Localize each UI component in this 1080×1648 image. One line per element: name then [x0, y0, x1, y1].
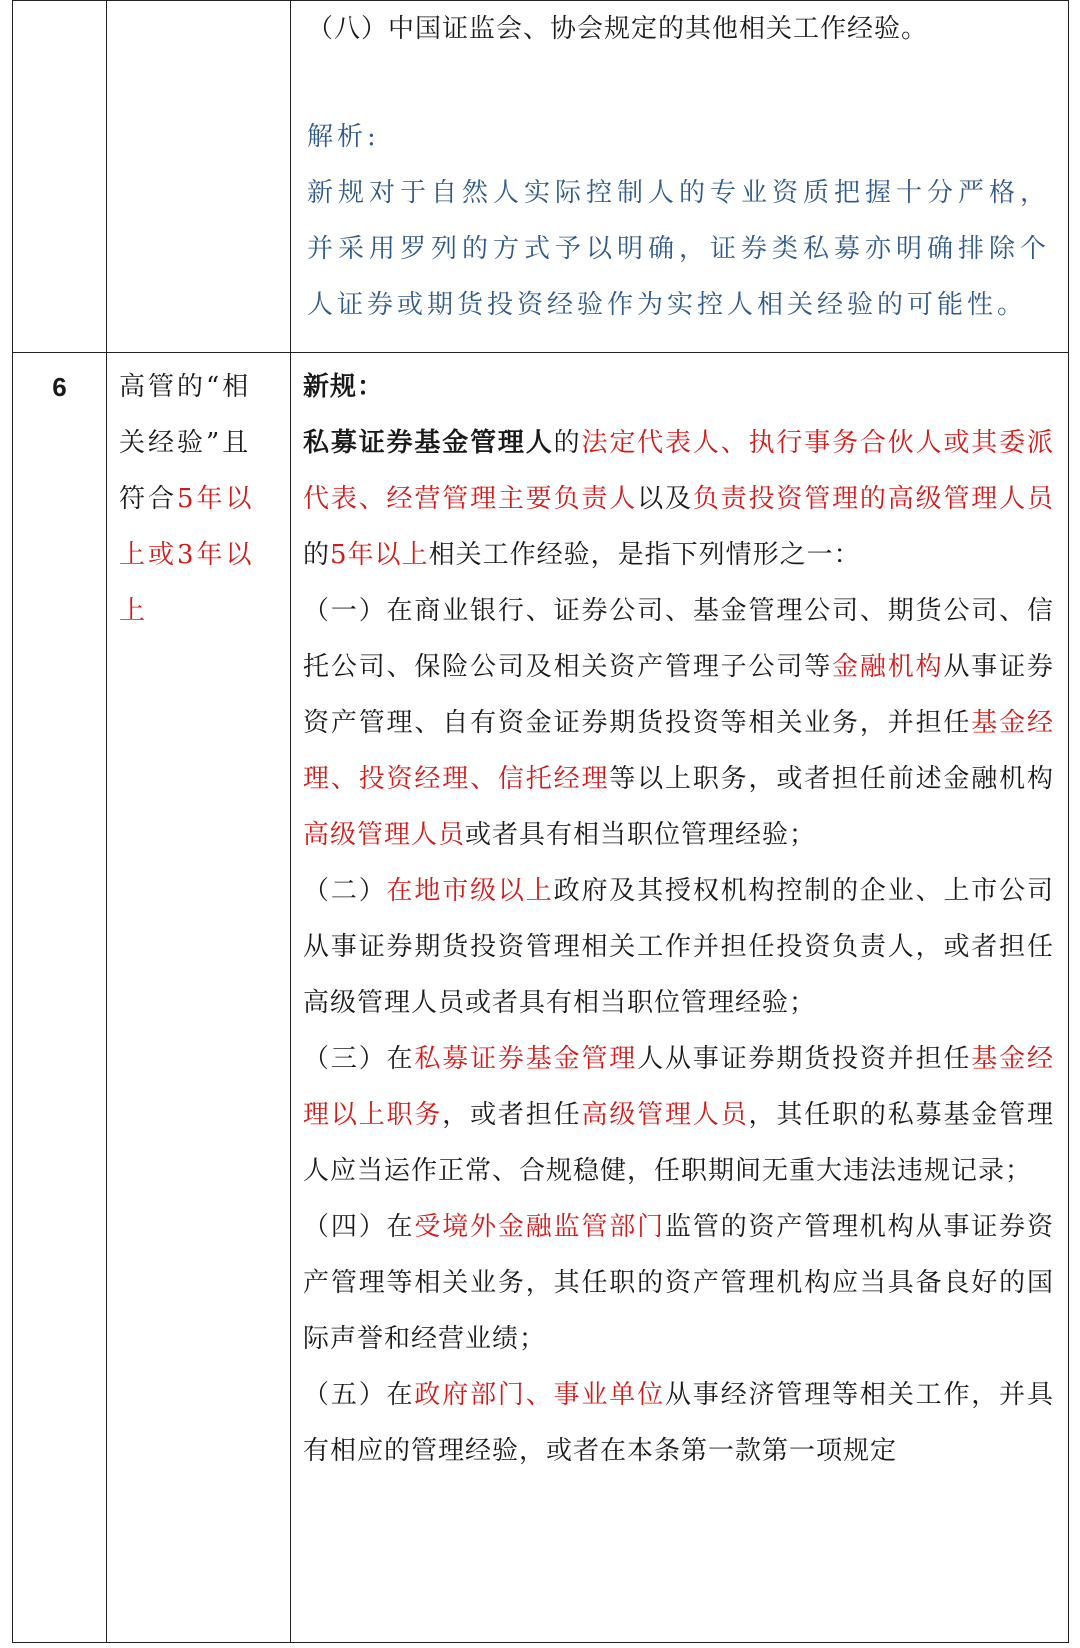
- item3-f: 高级管理人员: [581, 1100, 749, 1130]
- item-eight-text: （八）中国证监会、协会规定的其他相关工作经验。: [307, 14, 929, 44]
- item3-g: ，其任职的私募基金管理人应当运作正常、合规稳健，任职期间无重大违法违规记录；: [303, 1100, 1054, 1186]
- row-title-highlight: 5年以上或3年以上: [119, 484, 255, 626]
- item1-a: （一）在商业银行、证券公司、基金管理公司、期货公司、信托公司、保险公司及相关资产管理子公司等: [303, 596, 1054, 682]
- item1-c: 从事证券资产管理、自有资金证券期货投资等相关业务，并担任: [303, 652, 1054, 738]
- item3-c: 人从事证券期货投资并担任: [637, 1044, 972, 1074]
- item-one-paragraph: [303, 583, 1054, 863]
- item-three-paragraph: [303, 1031, 1054, 1199]
- title-cell: [107, 353, 291, 1643]
- intro-s5: 负责投资管理的高级管理人员: [692, 484, 1054, 514]
- table-row: [13, 1, 1069, 353]
- number-cell: [13, 1, 107, 353]
- intro-s2: 的: [553, 428, 582, 458]
- intro-s8: 相关工作经验，是指下列情形之一：: [428, 540, 861, 570]
- new-rule-label: 新规：: [303, 372, 385, 402]
- intro-s3: 法定代表人、执行事务合伙人或其委派代表、经营管理主要负责人: [303, 428, 1054, 514]
- item2-c: 政府及其授权机构控制的企业、上市公司从事证券期货投资管理相关工作并担任投资负责人，或者担任高级管理人员或者具有相当职位管理经验；: [303, 876, 1054, 1018]
- item3-b: 私募证券基金管理: [414, 1044, 638, 1074]
- row-number: 6: [52, 372, 67, 402]
- row-title-text: 高管的“相关经验”且符合: [119, 372, 252, 514]
- item3-a: （三）在: [303, 1044, 415, 1074]
- item5-a: （五）在: [303, 1380, 415, 1410]
- row-title: [107, 353, 290, 639]
- item1-e: 等以上职务，或者担任前述金融机构: [609, 764, 1054, 794]
- item1-d: 基金经理、投资经理、信托经理: [303, 708, 1054, 794]
- item-four-paragraph: [303, 1199, 1054, 1367]
- title-cell: [107, 1, 291, 353]
- item5-c: 从事经济管理等相关工作，并具有相应的管理经验，或者在本条第一款第一项规定: [303, 1380, 1054, 1466]
- intro-s4: 以及: [637, 484, 693, 514]
- item-five-paragraph: [303, 1367, 1054, 1479]
- number-cell: [13, 353, 107, 1643]
- item3-d: 基金经理以上职务: [303, 1044, 1054, 1130]
- analysis-text: 新规对于自然人实际控制人的专业资质把握十分严格，并采用罗列的方式予以明确，证券类私募亦明确排除个人证券或期货投资经验作为实控人相关经验的可能性。: [307, 178, 1050, 320]
- regulation-comparison-table: [12, 0, 1069, 1643]
- item2-b: 在地市级以上: [386, 876, 554, 906]
- item5-b: 政府部门、事业单位: [414, 1380, 665, 1410]
- intro-s7: 5年以上: [330, 540, 429, 570]
- item2-a: （二）: [303, 876, 387, 906]
- item1-f: 高级管理人员: [303, 820, 466, 850]
- intro-s6: 的: [303, 540, 331, 570]
- item4-c: 监管的资产管理机构从事证券资产管理等相关业务，其任职的资产管理机构应当具备良好的国际声誉和经营业绩；: [303, 1212, 1054, 1354]
- item3-e: ，或者担任: [442, 1100, 582, 1130]
- analysis-label: 解析:: [307, 122, 380, 152]
- item1-b: 金融机构: [832, 652, 944, 682]
- intro-s1: 私募证券基金管理人: [303, 428, 554, 458]
- content-cell: [291, 1, 1069, 353]
- item4-a: （四）在: [303, 1212, 415, 1242]
- intro-paragraph: [303, 415, 1054, 583]
- item4-b: 受境外金融监管部门: [414, 1212, 665, 1242]
- content-cell: [291, 353, 1069, 1643]
- item-two-paragraph: [303, 863, 1054, 1031]
- table-row: [13, 353, 1069, 1643]
- item1-g: 或者具有相当职位管理经验；: [465, 820, 817, 850]
